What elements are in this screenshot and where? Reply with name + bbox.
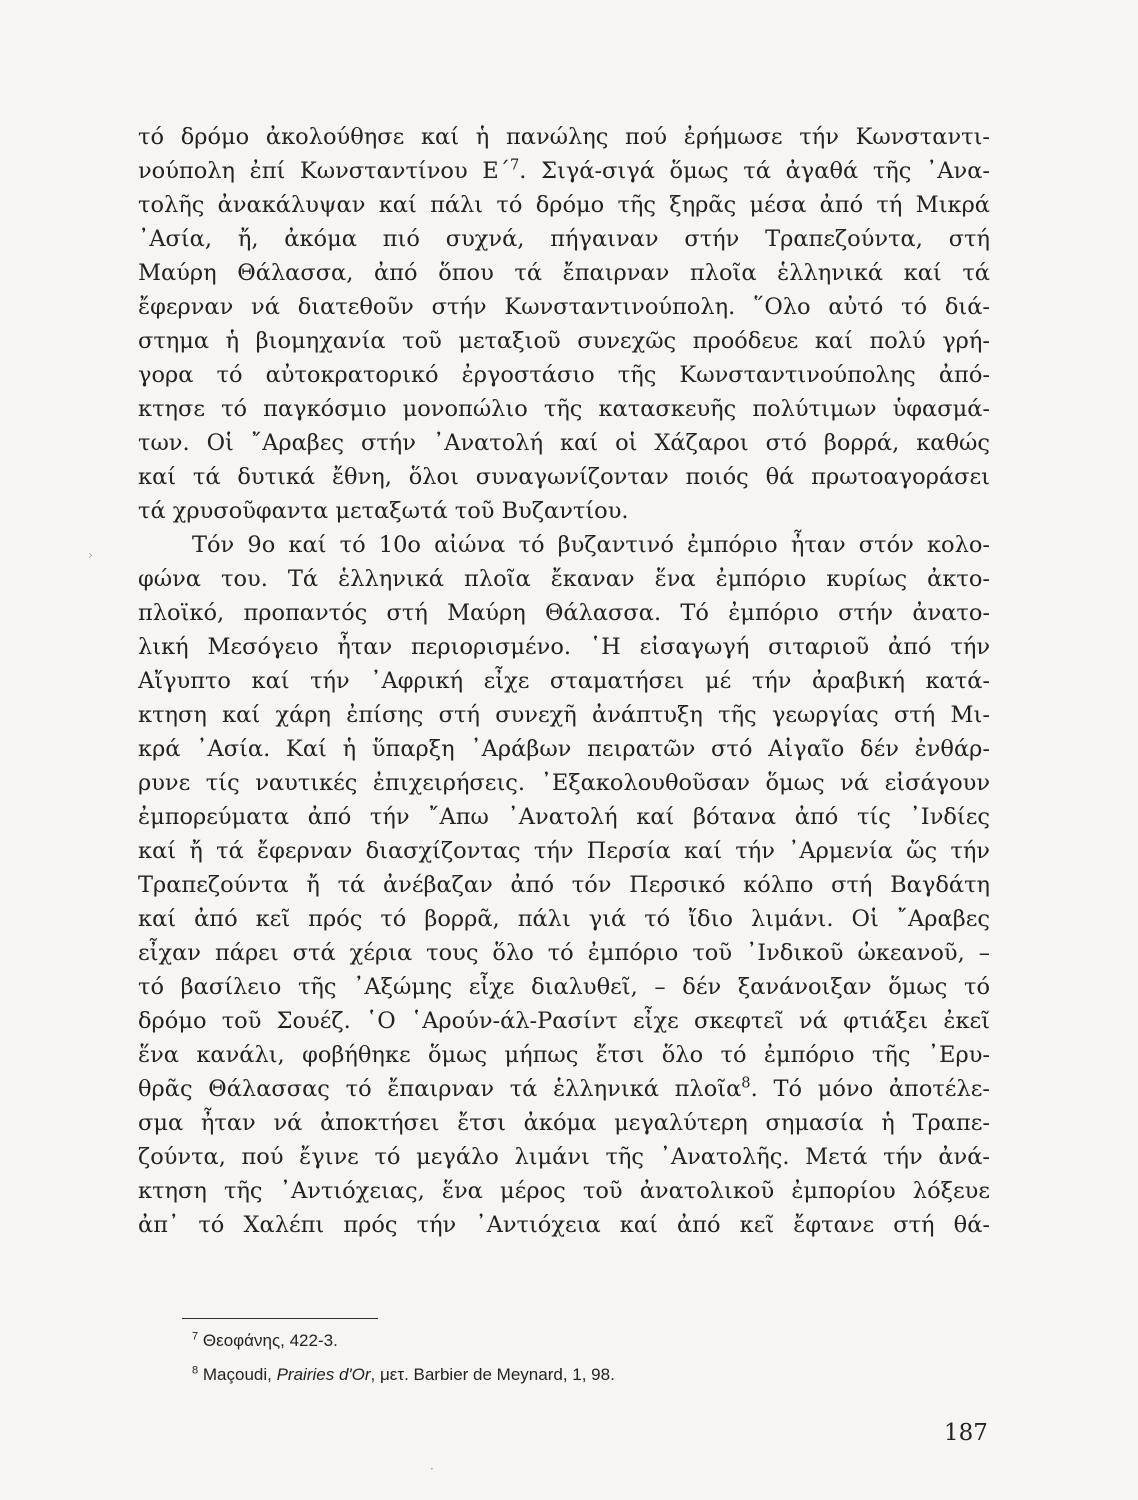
text-line: ἕνα κανάλι, φοβήθηκε ὅμως μήπως ἔτσι ὅλο τό ἐμπόριο τῆς ᾿Ερυ- <box>138 1042 990 1068</box>
text-line: θρᾶς Θάλασσας τό ἔπαιρναν τά ἑλληνικά πλοῖα$^8$. Τό μόνο ἀποτέλε- <box>138 1074 990 1102</box>
text-line: ᾿Ασία, ἤ, ἀκόμα πιό συχνά, πήγαιναν στήν Τραπεζούντα, στή <box>138 226 990 252</box>
footnote-8 <box>192 1364 615 1386</box>
footnote-title: Prairies d'Or <box>276 1365 371 1384</box>
footnote-text: , μετ. Barbier de Meynard, 1, 98. <box>370 1365 615 1384</box>
scan-speck: › <box>88 548 93 562</box>
text-line: ἔφερναν νά διατεθοῦν στήν Κωνσταντινούπολη. ῞Ολο αὐτό τό διά- <box>138 294 990 320</box>
footnote-divider <box>182 1318 378 1319</box>
footnote-ref: 7 <box>509 156 520 174</box>
text-line: τό βασίλειο τῆς ᾿Αξώμης εἶχε διαλυθεῖ, – δέν ξανάνοιξαν ὅμως τό <box>138 974 990 1000</box>
text-line: καί ἀπό κεῖ πρός τό βορρᾶ, πάλι γιά τό ἴδιο λιμάνι. Οἱ ῎Αραβες <box>138 906 990 932</box>
text-line: Τραπεζούντα ἤ τά ἀνέβαζαν ἀπό τόν Περσικό κόλπο στή Βαγδάτη <box>138 872 990 898</box>
page-number: 187 <box>944 1420 988 1446</box>
text-line: ρυνε τίς ναυτικές ἐπιχειρήσεις. ᾿Εξακολουθοῦσαν ὅμως νά εἰσάγουν <box>138 770 990 796</box>
text-line: τά χρυσοῦφαντα μεταξωτά τοῦ Βυζαντίου. <box>138 498 629 524</box>
text-line: ζούντα, πού ἔγινε τό μεγάλο λιμάνι τῆς ᾿Ανατολῆς. Μετά τήν ἀνά- <box>138 1144 990 1170</box>
footnote-7 <box>192 1330 338 1352</box>
scan-speck: · <box>430 1462 434 1476</box>
text-line: ἀπ᾿ τό Χαλέπι πρός τήν ᾿Αντιόχεια καί ἀπό κεῖ ἔφτανε στή θά- <box>138 1212 990 1238</box>
footnote-number: 8 <box>192 1364 199 1377</box>
footnote-text: Θεοφάνης, 422-3. <box>202 1331 338 1350</box>
text-line: κτηση τῆς ᾿Αντιόχειας, ἕνα μέρος τοῦ ἀνατολικοῦ ἐμπορίου λόξευε <box>138 1178 990 1204</box>
text-line: σμα ἦταν νά ἀποκτήσει ἔτσι ἀκόμα μεγαλύτερη σημασία ἡ Τραπε- <box>138 1110 990 1136</box>
text-line: φώνα του. Τά ἑλληνικά πλοῖα ἔκαναν ἕνα ἐμπόριο κυρίως ἀκτο- <box>138 566 990 592</box>
text-line: ἐμπορεύματα ἀπό τήν ῎Απω ᾿Ανατολή καί βότανα ἀπό τίς ᾿Ινδίες <box>138 804 990 830</box>
text-line: εἶχαν πάρει στά χέρια τους ὅλο τό ἐμπόριο τοῦ ᾿Ινδικοῦ ὠκεανοῦ, – <box>138 940 990 966</box>
footnote-author: Maçoudi, <box>202 1365 277 1384</box>
text-line: τό δρόμο ἀκολούθησε καί ἡ πανώλης πού ἐρήμωσε τήν Κωνσταντι- <box>138 124 990 150</box>
text-line: Μαύρη Θάλασσα, ἀπό ὅπου τά ἔπαιρναν πλοῖα ἑλληνικά καί τά <box>138 260 990 286</box>
text-line: δρόμο τοῦ Σουέζ. ῾Ο ῾Αρούν-άλ-Ρασίντ εἶχε σκεφτεῖ νά φτιάξει ἐκεῖ <box>138 1008 990 1034</box>
text-line: καί τά δυτικά ἔθνη, ὅλοι συναγωνίζονταν ποιός θά πρωτοαγοράσει <box>138 464 990 490</box>
text-line: κρά ᾿Ασία. Καί ἡ ὕπαρξη ᾿Αράβων πειρατῶν στό Αἰγαῖο δέν ἐνθάρ- <box>138 736 990 762</box>
text-line: τολῆς ἀνακάλυψαν καί πάλι τό δρόμο τῆς ξηρᾶς μέσα ἀπό τή Μικρά <box>138 192 990 218</box>
text-line: γορα τό αὐτοκρατορικό ἐργοστάσιο τῆς Κωνσταντινούπολης ἀπό- <box>138 362 990 388</box>
text-line: νούπολη ἐπί Κωνσταντίνου Ε΄$^7$. Σιγά-σιγά ὅμως τά ἀγαθά τῆς ᾿Ανα- <box>138 156 990 184</box>
footnote-number: 7 <box>192 1330 199 1343</box>
text-line: λική Μεσόγειο ἦταν περιορισμένο. ῾Η εἰσαγωγή σιταριοῦ ἀπό τήν <box>138 634 990 660</box>
footnote-ref: 8 <box>741 1074 751 1092</box>
text-line: Αἴγυπτο καί τήν ᾿Αφρική εἶχε σταματήσει μέ τήν ἀραβική κατά- <box>138 668 990 694</box>
text-line: των. Οἱ ῎Αραβες στήν ᾿Ανατολή καί οἱ Χάζαροι στό βορρά, καθώς <box>138 430 990 456</box>
text-line: κτηση καί χάρη ἐπίσης στή συνεχῆ ἀνάπτυξη τῆς γεωργίας στή Μι- <box>138 702 990 728</box>
text-line: πλοϊκό, προπαντός στή Μαύρη Θάλασσα. Τό ἐμπόριο στήν ἀνατο- <box>138 600 990 626</box>
text-line: καί ἤ τά ἔφερναν διασχίζοντας τήν Περσία καί τήν ᾿Αρμενία ὥς τήν <box>138 838 990 864</box>
text-line: Τόν 9ο καί τό 10ο αἰώνα τό βυζαντινό ἐμπόριο ἦταν στόν κολο- <box>192 532 990 558</box>
text-line: κτησε τό παγκόσμιο μονοπώλιο τῆς κατασκευῆς πολύτιμων ὑφασμά- <box>138 396 990 422</box>
text-line: στημα ἡ βιομηχανία τοῦ μεταξιοῦ συνεχῶς προόδευε καί πολύ γρή- <box>138 328 990 354</box>
